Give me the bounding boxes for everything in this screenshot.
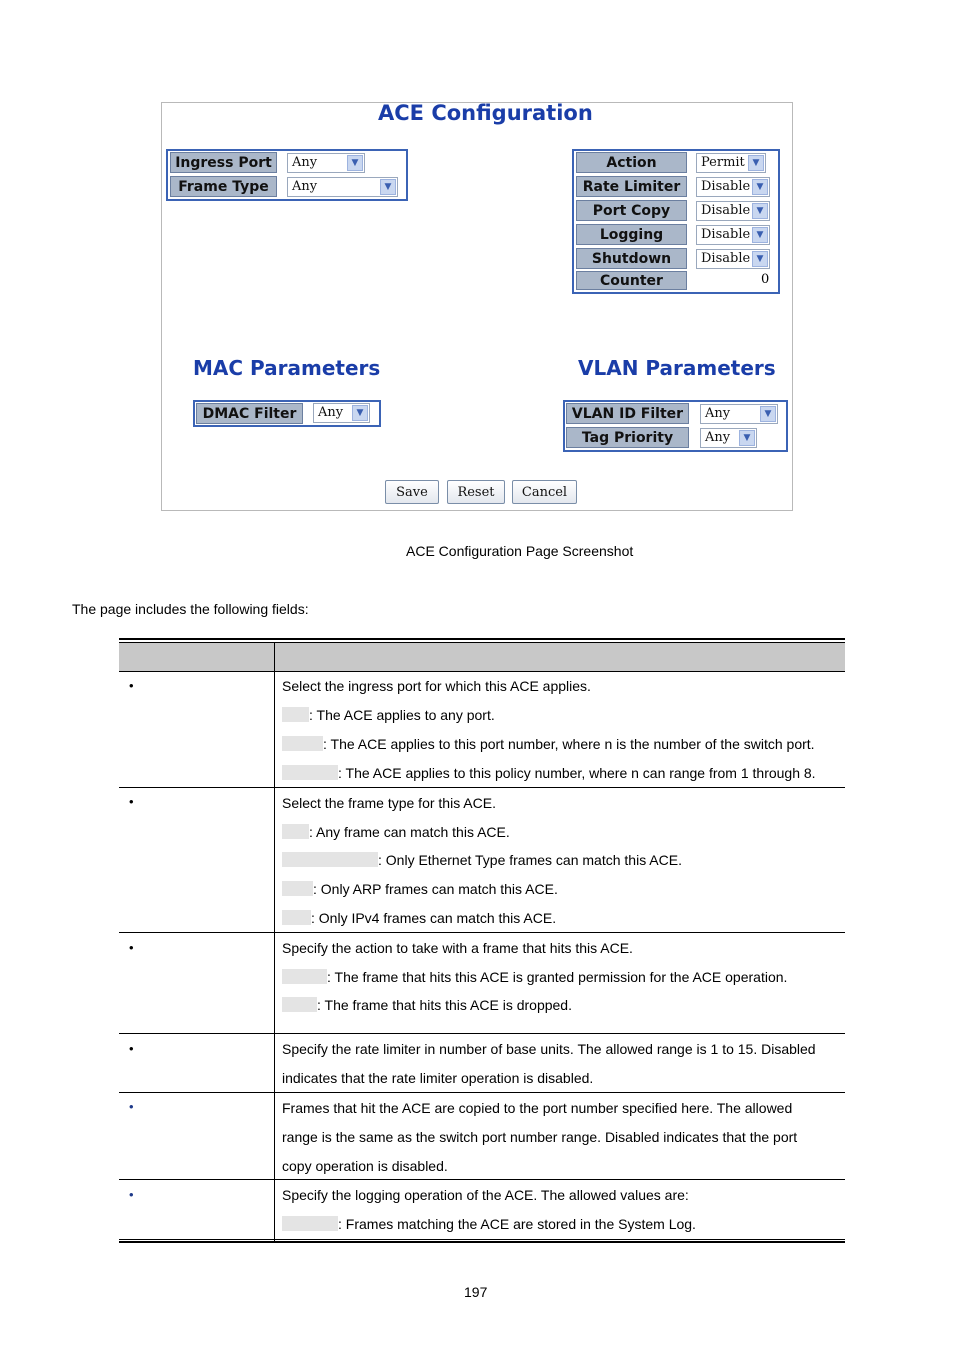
chevron-down-icon: ▼ — [380, 179, 396, 195]
bullet-icon: • — [129, 794, 134, 809]
ace-config-screenshot — [161, 102, 793, 511]
vlan-id-filter-label: VLAN ID Filter — [566, 403, 689, 424]
action-table — [572, 149, 780, 294]
save-button[interactable]: Save — [385, 480, 439, 504]
field-desc-line: : Only ARP frames can match this ACE. — [282, 880, 558, 898]
mac-parameters-table — [193, 400, 381, 427]
bullet-icon: • — [129, 678, 134, 693]
ingress-port-select[interactable]: Any ▼ — [287, 153, 365, 173]
chevron-down-icon: ▼ — [748, 155, 764, 171]
field-desc-line: Frames that hit the ACE are copied to the port number specified here. The allowed — [282, 1100, 793, 1116]
chevron-down-icon: ▼ — [760, 406, 776, 422]
field-desc-line: : The ACE applies to any port. — [282, 706, 495, 724]
frame-type-select[interactable]: Any ▼ — [287, 177, 398, 197]
field-desc-line: : The ACE applies to this policy number, where n can range from 1 through 8. — [282, 764, 816, 782]
intro-text: The page includes the following fields: — [72, 601, 309, 617]
field-desc-line: Select the frame type for this ACE. — [282, 795, 496, 811]
field-desc-line: range is the same as the switch port number range. Disabled indicates that the port — [282, 1129, 798, 1145]
bullet-icon: • — [129, 940, 134, 955]
fields-table — [119, 638, 845, 1243]
field-desc-line: Specify the logging operation of the ACE. The allowed values are: — [282, 1187, 689, 1203]
field-desc-line: : The ACE applies to this port number, where n is the number of the switch port. — [282, 735, 815, 753]
vlan-id-filter-select[interactable]: Any ▼ — [700, 404, 778, 424]
shutdown-label: Shutdown — [576, 248, 687, 269]
dmac-filter-select[interactable]: Any ▼ — [313, 403, 370, 423]
port-copy-label: Port Copy — [576, 200, 687, 221]
logging-label: Logging — [576, 224, 687, 245]
chevron-down-icon: ▼ — [739, 430, 755, 446]
chevron-down-icon: ▼ — [347, 155, 363, 171]
rate-limiter-label: Rate Limiter — [576, 176, 687, 197]
chevron-down-icon: ▼ — [352, 405, 368, 421]
counter-label: Counter — [576, 271, 687, 290]
logging-select[interactable]: Disable ▼ — [696, 225, 770, 245]
rate-limiter-select[interactable]: Disable ▼ — [696, 177, 770, 197]
ingress-frame-table — [166, 149, 408, 201]
field-desc-line: Specify the action to take with a frame that hits this ACE. — [282, 940, 633, 956]
vlan-parameters-title: VLAN Parameters — [578, 356, 776, 380]
field-desc-line: : The frame that hits this ACE is granted permission for the ACE operation. — [282, 968, 787, 986]
bullet-icon: • — [129, 1041, 134, 1056]
chevron-down-icon: ▼ — [752, 251, 768, 267]
dmac-filter-label: DMAC Filter — [196, 403, 303, 424]
field-desc-line: Select the ingress port for which this ACE applies. — [282, 678, 591, 694]
tag-priority-label: Tag Priority — [566, 427, 689, 448]
ingress-port-label: Ingress Port — [170, 152, 277, 173]
field-desc-line: : Only IPv4 frames can match this ACE. — [282, 909, 556, 927]
chevron-down-icon: ▼ — [752, 227, 768, 243]
port-copy-select[interactable]: Disable ▼ — [696, 201, 770, 221]
ace-config-title: ACE Configuration — [378, 101, 593, 125]
field-desc-line: : Frames matching the ACE are stored in the System Log. — [282, 1215, 696, 1233]
bullet-icon: • — [129, 1187, 134, 1202]
vlan-parameters-table — [563, 400, 788, 452]
action-label: Action — [576, 152, 687, 173]
field-desc-line: copy operation is disabled. — [282, 1158, 448, 1174]
field-desc-line: Specify the rate limiter in number of base units. The allowed range is 1 to 15. Disabled — [282, 1041, 816, 1057]
tag-priority-select[interactable]: Any ▼ — [700, 428, 757, 448]
mac-parameters-title: MAC Parameters — [193, 356, 381, 380]
chevron-down-icon: ▼ — [752, 203, 768, 219]
action-select[interactable]: Permit ▼ — [696, 153, 766, 173]
page-number: 197 — [464, 1284, 488, 1300]
field-desc-line: : The frame that hits this ACE is dropped. — [282, 996, 572, 1014]
figure-caption: ACE Configuration Page Screenshot — [406, 543, 634, 559]
table-header — [119, 643, 845, 671]
counter-value: 0 — [761, 272, 770, 287]
reset-button[interactable]: Reset — [447, 480, 505, 504]
cancel-button[interactable]: Cancel — [512, 480, 577, 504]
bullet-icon: • — [129, 1099, 134, 1114]
frame-type-label: Frame Type — [170, 176, 277, 197]
field-desc-line: : Only Ethernet Type frames can match this ACE. — [282, 851, 682, 869]
chevron-down-icon: ▼ — [752, 179, 768, 195]
field-desc-line: indicates that the rate limiter operation is disabled. — [282, 1070, 594, 1086]
shutdown-select[interactable]: Disable ▼ — [696, 249, 770, 269]
field-desc-line: : Any frame can match this ACE. — [282, 823, 510, 841]
